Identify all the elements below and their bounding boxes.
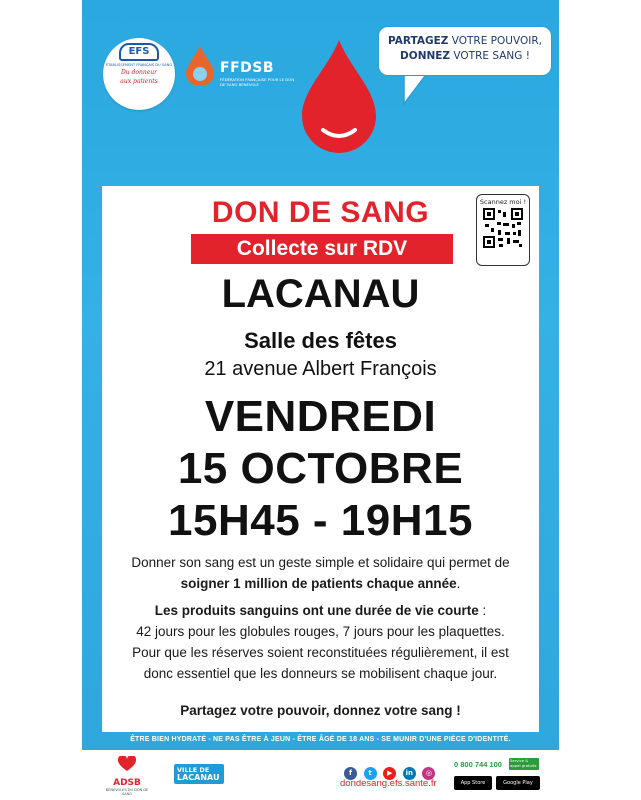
event-venue: Salle des fêtes [244, 328, 397, 353]
efs-badge: EFS [119, 43, 159, 61]
footer-bar [82, 750, 559, 800]
paragraph-intro: Donner son sang est un geste simple et solidaire qui permet de soigner 1 million de patients chaque année. [131, 555, 510, 591]
qr-code-icon [483, 208, 523, 248]
youtube-icon[interactable]: ▶ [383, 767, 396, 780]
ffdsb-name: FFDSB [220, 60, 275, 76]
linkedin-icon[interactable]: in [403, 767, 416, 780]
event-panel [102, 186, 539, 732]
phone-free-tag: Service & appel gratuits [509, 758, 539, 770]
efs-slogan-line2: aux patients [120, 78, 158, 85]
donor-advice: ÊTRE BIEN HYDRATÉ - NE PAS ÊTRE À JEUN - ÊTRE ÂGÉ DE 18 ANS - SE MUNIR D'UNE PIÈCE D'IDENTITÉ. [130, 736, 511, 743]
lacanau-name: LACANAU [177, 773, 220, 782]
event-title: DON DE SANG [211, 196, 430, 229]
adsb-name: ADSB [113, 778, 141, 788]
blood-drop-icon [298, 38, 380, 156]
speech-bubble [378, 26, 552, 76]
efs-logo [103, 38, 175, 110]
event-day: VENDREDI [204, 392, 437, 441]
app-store-badge[interactable]: App Store [454, 776, 492, 790]
efs-full-name: ÉTABLISSEMENT FRANÇAIS DU SANG [105, 63, 173, 67]
phone-number[interactable]: 0 800 744 100 [454, 760, 502, 769]
twitter-icon[interactable]: t [364, 767, 377, 780]
efs-slogan-line1: Du donneur [120, 69, 158, 76]
paragraph-shelf-life: Les produits sanguins ont une durée de vie courte : 42 jours pour les globules rouges, 7 jours pour les plaquettes. Pour que les réserves soient reconstituées régulièrement, il est donc essentiel que les donneurs se mobilisent chaque jour. [132, 603, 509, 681]
bubble-tail [402, 72, 432, 106]
adsb-subtitle: BÉNÉVOLES DU DON DE SANG [105, 788, 149, 796]
ffdsb-subtitle: FÉDÉRATION FRANÇAISE POUR LE DON DE SANG BÉNÉVOLE [220, 77, 295, 87]
lacanau-logo [174, 764, 224, 784]
social-icons [344, 760, 437, 777]
ffdsb-logo [180, 38, 300, 110]
google-play-badge[interactable]: Google Play [496, 776, 540, 790]
lacanau-prefix: VILLE DE [177, 766, 210, 774]
poster [82, 0, 559, 800]
qr-label: Scannez moi ! [479, 198, 527, 206]
qr-code-box[interactable] [476, 194, 530, 266]
event-date: 15 OCTOBRE [177, 444, 464, 493]
facebook-icon[interactable]: f [344, 767, 357, 780]
event-city: LACANAU [221, 272, 420, 316]
ffdsb-drop-icon [184, 44, 216, 88]
website-link[interactable]: dondesang.efs.sante.fr [340, 778, 437, 789]
paragraph-call-to-action: Partagez votre pouvoir, donnez votre sang ! [180, 703, 461, 718]
bubble-line-2: DONNEZ VOTRE SANG ! [400, 50, 530, 62]
adsb-logo [102, 756, 152, 796]
instagram-icon[interactable]: ◎ [422, 767, 435, 780]
bubble-line-1: PARTAGEZ VOTRE POUVOIR, [388, 35, 542, 47]
appointment-banner: Collecte sur RDV [191, 234, 453, 264]
event-address: 21 avenue Albert François [204, 358, 437, 380]
adsb-heart-icon [118, 756, 136, 772]
event-hours: 15H45 - 19H15 [168, 496, 473, 545]
